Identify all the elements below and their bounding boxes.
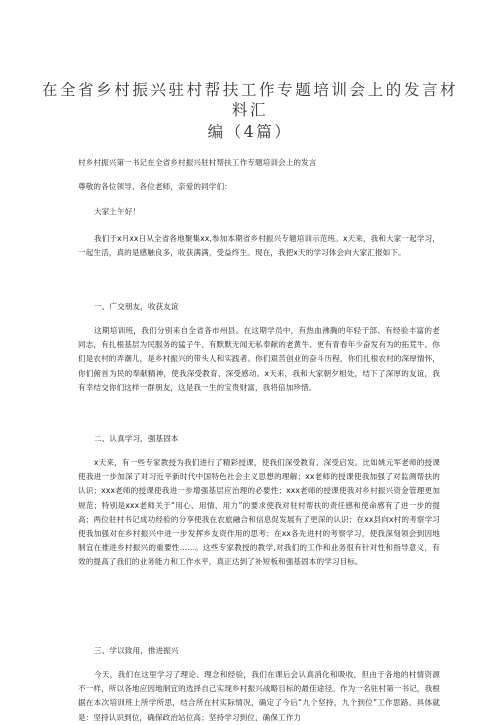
section-heading-1: 一、广交朋友，收获友谊 bbox=[94, 302, 179, 311]
section-heading-2: 二、认真学习，强基固本 bbox=[94, 434, 179, 443]
section-heading-3: 三、学以致用，推进振兴 bbox=[94, 646, 179, 655]
section-3-paragraph: 今天，我们在这里学习了理论、理念和经验，我们在课后会认真消化和吸收，但由于各地的村情资源不一样，所以各地应因地制宜的选择自己实现乡村振兴战略目标的最佳途径。作为一名驻村第一书记，我根据在本次培训班上所学所思，结合所在村实际情况，确定了今后“九个坚持，九个到位”工作思路。具体就是：坚持认识到位，确保政治站位高；坚持学习到位，确保工作力 bbox=[78, 670, 440, 722]
section-1-paragraph: 这期培训班，我们分别来自全省各市州县。在这期学员中，有热血沸腾的年轻干部、有经验丰富的老同志，有扎根基层为民服务的猛子牛、有默默无闻无私奉献的老黄牛、更有青春年少奋发有为的拓荒牛。你们是农村的弄潮儿，是乡村振兴的带头人和实践者。你们艰苦创业的奋斗历程，你们扎根农村的深厚情怀，你们俯首为民的奉献精神，使我深受教育、深受感动。x天来，我和大家朝夕相处，结下了深厚的友谊，我有幸结交你们这样一群朋友，这是我一生的宝贵财富，我将倍加珍惜。 bbox=[78, 326, 440, 392]
salutation: 尊敬的各位领导、各位老师，亲爱的同学们： bbox=[78, 182, 232, 191]
section-2-paragraph: x天来，有一些专家教授为我们进行了精彩授课，使我们深受教育、深受启发。比如姚元军老师的授课使我进一步加深了对习近平新时代中国特色社会主义思想的理解；xx老师的授课使我加强了对监测帮扶的认识；xxx老师的授课使我进一步增强基层应治理的必要性；xxx老师的授课使我对乡村振兴资金管理更加规范；特别是xxx老师关于“用心、用情、用力”的要求使我对驻村帮扶的责任感和使命感有了进一步的提高；两位驻村书记成功经验的分享使我在农旅融合和信息促发展有了更深的认识；在xx县向x村的考察学习使我加强对在乡村振兴中进一步发挥乡友资作用的思考；在xx各先进村的考察学习，使我深刻领会到因地制宜在推进乡村振兴的重要性……。这些专家教授的教学,对我们的工作和业务很有针对性和指导意义，有效的提高了我们的业务能力和工作水平，真正达到了补短板和强基固本的学习目标。 bbox=[78, 458, 440, 567]
subtitle: 村乡村振兴第一书记在全省乡村振兴驻村帮扶工作专题培训会上的发言 bbox=[78, 158, 317, 167]
document-title-line-2: 编（4篇） bbox=[207, 123, 293, 141]
intro-paragraph: 我们于x月xx日从全省各地聚集xx,参加本期省乡村振兴专题培训示范班。x天来，我和大家一起学习，一起生活，真的是感触良多，收获满满，受益终生。现在，我把x天的学习体会向大家汇报如下。 bbox=[78, 234, 440, 258]
greeting: 大家上午好！ bbox=[94, 207, 141, 216]
document-title-line-1: 在全省乡村振兴驻村帮扶工作专题培训会上的发言材料汇 bbox=[41, 81, 459, 119]
